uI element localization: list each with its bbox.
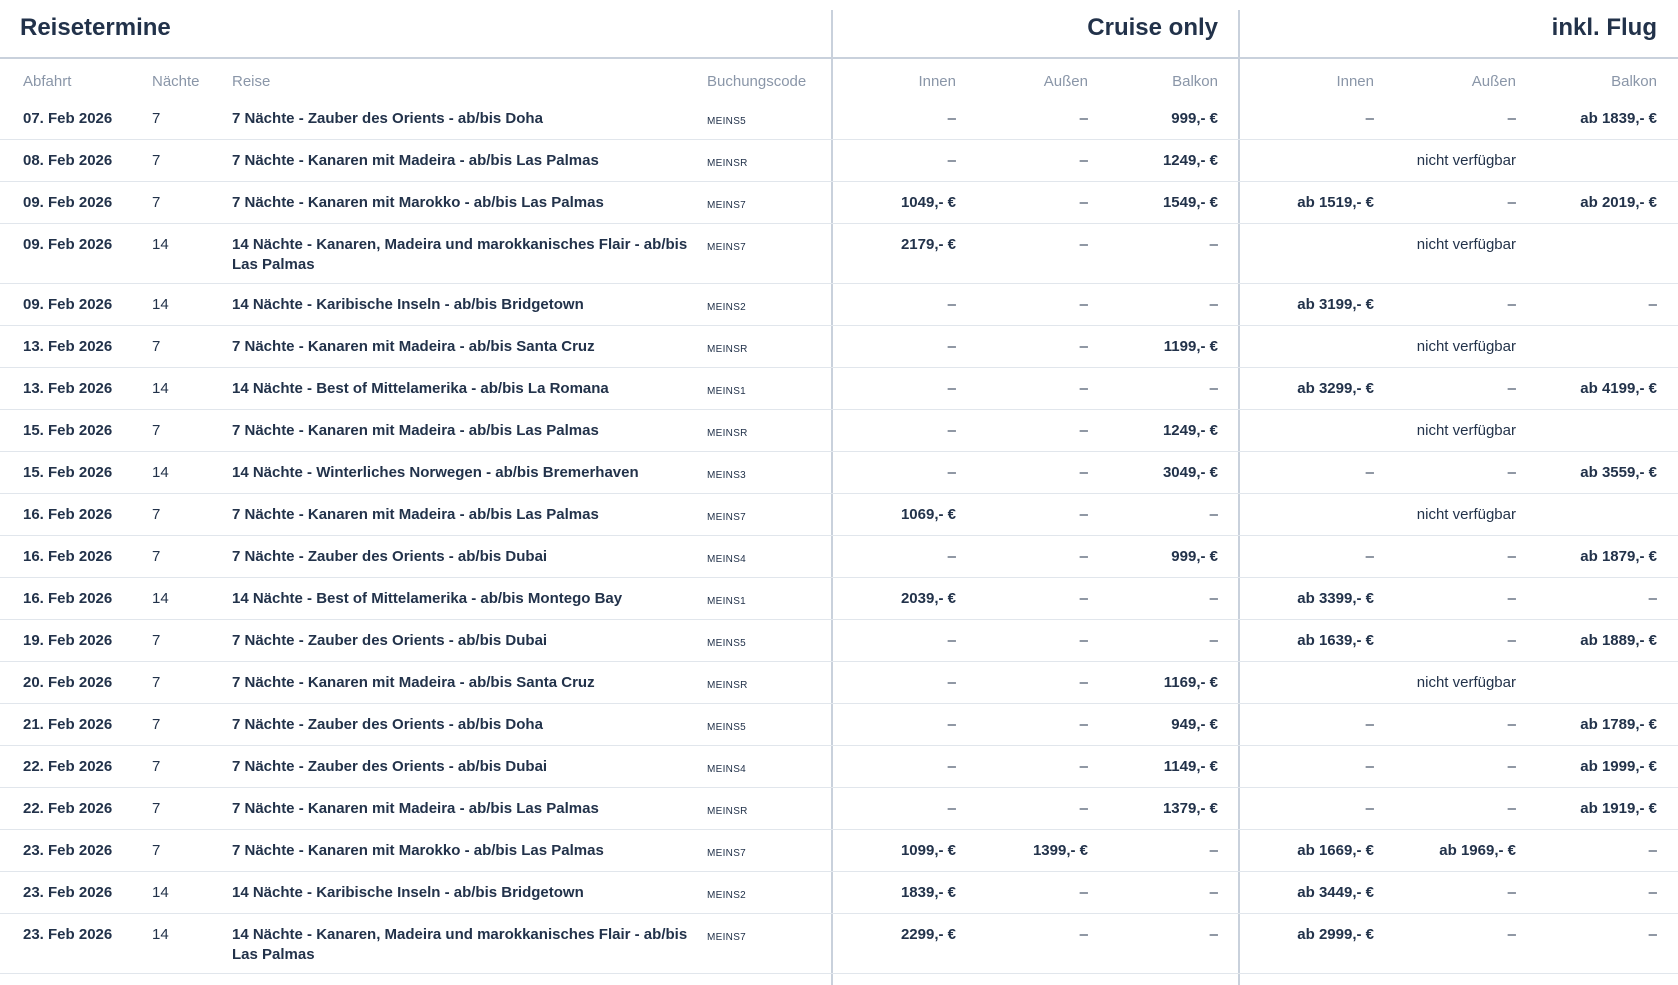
departure-date: 19. Feb 2026 — [23, 632, 113, 649]
price-flight-outside: – — [1507, 716, 1516, 733]
price-cruise-balcony: – — [1209, 926, 1218, 943]
price-flight-outside: – — [1507, 926, 1516, 943]
price-cruise-outside: – — [1079, 194, 1088, 211]
price-cruise-balcony: – — [1209, 632, 1218, 649]
col-header-cruise-inside: Innen — [918, 72, 956, 90]
col-header-flight-balcony: Balkon — [1611, 72, 1657, 90]
price-flight-balcony[interactable]: ab 1879,- € — [1580, 548, 1657, 565]
price-flight-inside: – — [1365, 716, 1374, 733]
price-cruise-inside[interactable]: 2299,- € — [900, 926, 956, 943]
departure-date: 20. Feb 2026 — [23, 674, 113, 691]
price-cruise-inside: – — [947, 800, 956, 817]
trip-link[interactable]: 7 Nächte - Kanaren mit Madeira - ab/bis Santa Cruz — [232, 674, 595, 691]
price-cruise-balcony[interactable]: 1199,- € — [1163, 338, 1218, 355]
nights-count: 7 — [152, 194, 161, 211]
price-cruise-inside: – — [947, 422, 956, 439]
table-row[interactable] — [0, 536, 1678, 578]
price-cruise-inside: – — [947, 296, 956, 313]
price-cruise-balcony[interactable]: 1169,- € — [1163, 674, 1218, 691]
departure-date: 15. Feb 2026 — [23, 464, 113, 481]
price-cruise-outside: – — [1079, 152, 1088, 169]
price-cruise-outside: – — [1079, 506, 1088, 523]
table-row[interactable] — [0, 326, 1678, 368]
nights-count: 14 — [152, 236, 169, 253]
not-available-label: nicht verfügbar — [1416, 338, 1516, 355]
price-flight-inside: – — [1365, 464, 1374, 481]
price-flight-balcony: – — [1648, 296, 1657, 313]
booking-code: MEINS4 — [707, 764, 747, 775]
price-flight-balcony: – — [1648, 590, 1657, 607]
price-cruise-inside: – — [947, 464, 956, 481]
trip-link[interactable]: 14 Nächte - Kanaren, Madeira und marokkanisches Flair - ab/bis Las Palmas — [232, 926, 688, 963]
table-row[interactable] — [0, 224, 1678, 284]
col-header-trip: Reise — [232, 72, 271, 90]
price-flight-inside[interactable]: ab 3399,- € — [1297, 590, 1374, 607]
booking-code: MEINS7 — [707, 242, 747, 253]
price-cruise-balcony: – — [1209, 842, 1218, 859]
group-header-dates: Reisetermine — [20, 14, 171, 41]
departure-date: 13. Feb 2026 — [23, 380, 113, 397]
price-flight-inside[interactable]: ab 3199,- € — [1297, 296, 1374, 313]
price-flight-outside: – — [1507, 800, 1516, 817]
price-cruise-balcony[interactable]: 949,- € — [1171, 716, 1218, 733]
trip-link[interactable]: 7 Nächte - Kanaren mit Madeira - ab/bis Las Palmas — [232, 422, 599, 439]
booking-code: MEINSR — [707, 806, 748, 817]
nights-count: 7 — [152, 842, 161, 859]
booking-code: MEINS7 — [707, 848, 747, 859]
price-cruise-balcony: – — [1209, 296, 1218, 313]
price-cruise-outside: – — [1079, 800, 1088, 817]
nights-count: 7 — [152, 758, 161, 775]
price-cruise-inside[interactable]: 2179,- € — [900, 236, 956, 253]
booking-code: MEINS7 — [707, 932, 747, 943]
departure-date: 21. Feb 2026 — [23, 716, 113, 733]
nights-count: 7 — [152, 674, 161, 691]
price-cruise-balcony: – — [1209, 506, 1218, 523]
departure-date: 15. Feb 2026 — [23, 422, 113, 439]
price-cruise-outside: – — [1079, 548, 1088, 565]
trip-link[interactable]: 7 Nächte - Kanaren mit Marokko - ab/bis Las Palmas — [232, 194, 604, 211]
price-cruise-balcony: – — [1209, 590, 1218, 607]
booking-code: MEINSR — [707, 428, 748, 439]
price-flight-outside: – — [1507, 110, 1516, 127]
price-cruise-balcony[interactable]: 3049,- € — [1162, 464, 1218, 481]
price-cruise-outside: – — [1079, 926, 1088, 943]
price-cruise-inside: – — [947, 380, 956, 397]
price-cruise-outside[interactable]: 1399,- € — [1032, 842, 1088, 859]
nights-count: 14 — [152, 884, 169, 901]
price-cruise-outside: – — [1079, 632, 1088, 649]
departure-date: 09. Feb 2026 — [23, 296, 113, 313]
price-cruise-balcony: – — [1209, 884, 1218, 901]
departure-date: 22. Feb 2026 — [23, 758, 113, 775]
table-row[interactable] — [0, 914, 1678, 974]
table-row[interactable] — [0, 872, 1678, 914]
col-header-flight-inside: Innen — [1336, 72, 1374, 90]
booking-code: MEINS3 — [707, 470, 747, 481]
price-cruise-balcony: – — [1209, 380, 1218, 397]
nights-count: 7 — [152, 338, 161, 355]
booking-code: MEINS1 — [707, 596, 747, 607]
price-cruise-outside: – — [1079, 590, 1088, 607]
group-header-incl-flight: inkl. Flug — [1551, 14, 1657, 41]
price-flight-inside: – — [1365, 758, 1374, 775]
price-flight-balcony: – — [1648, 926, 1657, 943]
price-flight-inside[interactable]: ab 2999,- € — [1297, 926, 1374, 943]
departure-date: 08. Feb 2026 — [23, 152, 113, 169]
price-flight-balcony[interactable]: ab 1839,- € — [1580, 110, 1657, 127]
trip-link[interactable]: 7 Nächte - Zauber des Orients - ab/bis Dubai — [232, 758, 548, 775]
price-cruise-inside: – — [947, 338, 956, 355]
price-flight-outside: – — [1507, 758, 1516, 775]
nights-count: 14 — [152, 926, 169, 943]
table-row[interactable] — [0, 830, 1678, 872]
price-cruise-inside[interactable]: 1069,- € — [900, 506, 956, 523]
price-flight-outside: – — [1507, 464, 1516, 481]
price-flight-outside: – — [1507, 548, 1516, 565]
booking-code: MEINS2 — [707, 302, 747, 313]
price-flight-inside[interactable]: ab 1519,- € — [1297, 194, 1374, 211]
price-flight-outside[interactable]: ab 1969,- € — [1439, 842, 1516, 859]
nights-count: 7 — [152, 632, 161, 649]
col-header-cruise-outside: Außen — [1043, 72, 1088, 90]
departure-date: 23. Feb 2026 — [23, 842, 113, 859]
nights-count: 7 — [152, 548, 161, 565]
col-header-departure: Abfahrt — [23, 72, 72, 90]
nights-count: 14 — [152, 590, 169, 607]
price-flight-balcony[interactable]: ab 3559,- € — [1580, 464, 1657, 481]
price-cruise-outside: – — [1079, 716, 1088, 733]
table-row[interactable] — [0, 704, 1678, 746]
nights-count: 7 — [152, 110, 161, 127]
price-cruise-outside: – — [1079, 758, 1088, 775]
group-header-cruise-only: Cruise only — [1087, 14, 1218, 41]
price-cruise-inside: – — [947, 548, 956, 565]
col-header-flight-outside: Außen — [1471, 72, 1516, 90]
price-cruise-outside: – — [1079, 110, 1088, 127]
table-row[interactable] — [0, 368, 1678, 410]
trip-link[interactable]: 7 Nächte - Kanaren mit Madeira - ab/bis Las Palmas — [232, 800, 599, 817]
nights-count: 7 — [152, 800, 161, 817]
price-flight-balcony: – — [1648, 842, 1657, 859]
price-flight-inside: – — [1365, 548, 1374, 565]
price-cruise-inside: – — [947, 758, 956, 775]
nights-count: 7 — [152, 152, 161, 169]
trip-link[interactable]: 14 Nächte - Best of Mittelamerika - ab/bis Montego Bay — [232, 590, 623, 607]
table-row[interactable] — [0, 746, 1678, 788]
price-cruise-inside: – — [947, 716, 956, 733]
col-header-cruise-balcony: Balkon — [1172, 72, 1218, 90]
price-flight-inside: – — [1365, 110, 1374, 127]
price-flight-outside: – — [1507, 884, 1516, 901]
price-cruise-inside[interactable]: 2039,- € — [900, 590, 956, 607]
departure-date: 16. Feb 2026 — [23, 506, 113, 523]
trip-link[interactable]: 14 Nächte - Kanaren, Madeira und marokkanisches Flair - ab/bis Las Palmas — [232, 236, 688, 273]
price-flight-outside: – — [1507, 194, 1516, 211]
price-cruise-outside: – — [1079, 464, 1088, 481]
booking-code: MEINS5 — [707, 116, 747, 127]
not-available-label: nicht verfügbar — [1416, 422, 1516, 439]
price-flight-balcony[interactable]: ab 4199,- € — [1580, 380, 1657, 397]
price-cruise-outside: – — [1079, 422, 1088, 439]
departure-date: 07. Feb 2026 — [23, 110, 113, 127]
departure-date: 16. Feb 2026 — [23, 548, 113, 565]
booking-code: MEINS5 — [707, 638, 747, 649]
nights-count: 7 — [152, 506, 161, 523]
price-cruise-balcony: – — [1209, 236, 1218, 253]
departure-date: 22. Feb 2026 — [23, 800, 113, 817]
price-flight-inside[interactable]: ab 3449,- € — [1297, 884, 1374, 901]
table-row[interactable] — [0, 494, 1678, 536]
price-flight-balcony[interactable]: ab 1999,- € — [1580, 758, 1657, 775]
not-available-label: nicht verfügbar — [1416, 152, 1516, 169]
table-row[interactable] — [0, 284, 1678, 326]
table-row[interactable] — [0, 620, 1678, 662]
price-flight-balcony[interactable]: ab 1919,- € — [1580, 800, 1657, 817]
price-flight-balcony[interactable]: ab 1789,- € — [1580, 716, 1657, 733]
col-header-booking-code: Buchungscode — [707, 72, 807, 90]
departure-date: 23. Feb 2026 — [23, 926, 113, 943]
price-flight-balcony[interactable]: ab 1889,- € — [1580, 632, 1657, 649]
departure-date: 23. Feb 2026 — [23, 884, 113, 901]
trip-link[interactable]: 7 Nächte - Kanaren mit Madeira - ab/bis Las Palmas — [232, 506, 599, 523]
price-cruise-outside: – — [1079, 236, 1088, 253]
price-flight-outside: – — [1507, 296, 1516, 313]
price-flight-outside: – — [1507, 590, 1516, 607]
price-flight-balcony: – — [1648, 884, 1657, 901]
not-available-label: nicht verfügbar — [1416, 236, 1516, 253]
price-flight-inside[interactable]: ab 1639,- € — [1297, 632, 1374, 649]
trip-link[interactable]: 7 Nächte - Kanaren mit Marokko - ab/bis Las Palmas — [232, 842, 604, 859]
price-cruise-outside: – — [1079, 338, 1088, 355]
trip-link[interactable]: 7 Nächte - Zauber des Orients - ab/bis Doha — [232, 110, 543, 127]
booking-code: MEINS7 — [707, 512, 747, 523]
price-cruise-balcony[interactable]: 1249,- € — [1162, 422, 1218, 439]
booking-code: MEINS4 — [707, 554, 747, 565]
departure-date: 09. Feb 2026 — [23, 194, 113, 211]
trip-link[interactable]: 14 Nächte - Winterliches Norwegen - ab/bis Bremerhaven — [232, 464, 639, 481]
booking-code: MEINS1 — [707, 386, 747, 397]
not-available-label: nicht verfügbar — [1416, 506, 1516, 523]
table-row[interactable] — [0, 410, 1678, 452]
price-cruise-outside: – — [1079, 884, 1088, 901]
table-body — [0, 98, 1678, 974]
price-cruise-balcony[interactable]: 1249,- € — [1162, 152, 1218, 169]
price-flight-inside[interactable]: ab 1669,- € — [1297, 842, 1374, 859]
price-cruise-outside: – — [1079, 380, 1088, 397]
header-rule — [0, 57, 1678, 59]
table-row[interactable] — [0, 452, 1678, 494]
nights-count: 14 — [152, 380, 169, 397]
price-flight-balcony[interactable]: ab 2019,- € — [1580, 194, 1657, 211]
table-row[interactable] — [0, 788, 1678, 830]
booking-code: MEINS5 — [707, 722, 747, 733]
trip-link[interactable]: 7 Nächte - Zauber des Orients - ab/bis Doha — [232, 716, 543, 733]
departure-date: 13. Feb 2026 — [23, 338, 113, 355]
not-available-label: nicht verfügbar — [1416, 674, 1516, 691]
table-row[interactable] — [0, 140, 1678, 182]
booking-code: MEINSR — [707, 158, 748, 169]
table-row[interactable] — [0, 182, 1678, 224]
departure-date: 09. Feb 2026 — [23, 236, 113, 253]
price-cruise-outside: – — [1079, 674, 1088, 691]
nights-count: 14 — [152, 296, 169, 313]
price-flight-inside: – — [1365, 800, 1374, 817]
price-cruise-balcony[interactable]: 1379,- € — [1162, 800, 1218, 817]
trip-link[interactable]: 14 Nächte - Karibische Inseln - ab/bis Bridgetown — [232, 296, 584, 313]
price-cruise-inside: – — [947, 152, 956, 169]
col-header-nights: Nächte — [152, 72, 200, 90]
booking-code: MEINS2 — [707, 890, 747, 901]
price-cruise-balcony[interactable]: 999,- € — [1171, 548, 1218, 565]
nights-count: 14 — [152, 464, 169, 481]
price-cruise-balcony[interactable]: 999,- € — [1171, 110, 1218, 127]
price-cruise-inside: – — [947, 674, 956, 691]
price-cruise-balcony[interactable]: 1149,- € — [1163, 758, 1218, 775]
price-cruise-outside: – — [1079, 296, 1088, 313]
price-flight-inside[interactable]: ab 3299,- € — [1297, 380, 1374, 397]
trip-link[interactable]: 7 Nächte - Kanaren mit Madeira - ab/bis Santa Cruz — [232, 338, 595, 355]
trip-link[interactable]: 14 Nächte - Best of Mittelamerika - ab/bis La Romana — [232, 380, 609, 397]
nights-count: 7 — [152, 422, 161, 439]
table-row[interactable] — [0, 662, 1678, 704]
price-cruise-balcony[interactable]: 1549,- € — [1162, 194, 1218, 211]
price-cruise-inside: – — [947, 632, 956, 649]
price-flight-outside: – — [1507, 632, 1516, 649]
booking-code: MEINS7 — [707, 200, 747, 211]
price-flight-outside: – — [1507, 380, 1516, 397]
booking-code: MEINSR — [707, 680, 748, 691]
trip-link[interactable]: 7 Nächte - Zauber des Orients - ab/bis Dubai — [232, 632, 548, 649]
trip-link[interactable]: 7 Nächte - Kanaren mit Madeira - ab/bis Las Palmas — [232, 152, 599, 169]
price-cruise-inside[interactable]: 1839,- € — [900, 884, 956, 901]
price-cruise-inside[interactable]: 1099,- € — [900, 842, 956, 859]
trip-link[interactable]: 7 Nächte - Zauber des Orients - ab/bis Dubai — [232, 548, 548, 565]
nights-count: 7 — [152, 716, 161, 733]
price-cruise-inside: – — [947, 110, 956, 127]
departure-date: 16. Feb 2026 — [23, 590, 113, 607]
booking-code: MEINSR — [707, 344, 748, 355]
trip-link[interactable]: 14 Nächte - Karibische Inseln - ab/bis Bridgetown — [232, 884, 584, 901]
table-row[interactable] — [0, 578, 1678, 620]
table-row[interactable] — [0, 98, 1678, 140]
price-cruise-inside[interactable]: 1049,- € — [900, 194, 956, 211]
